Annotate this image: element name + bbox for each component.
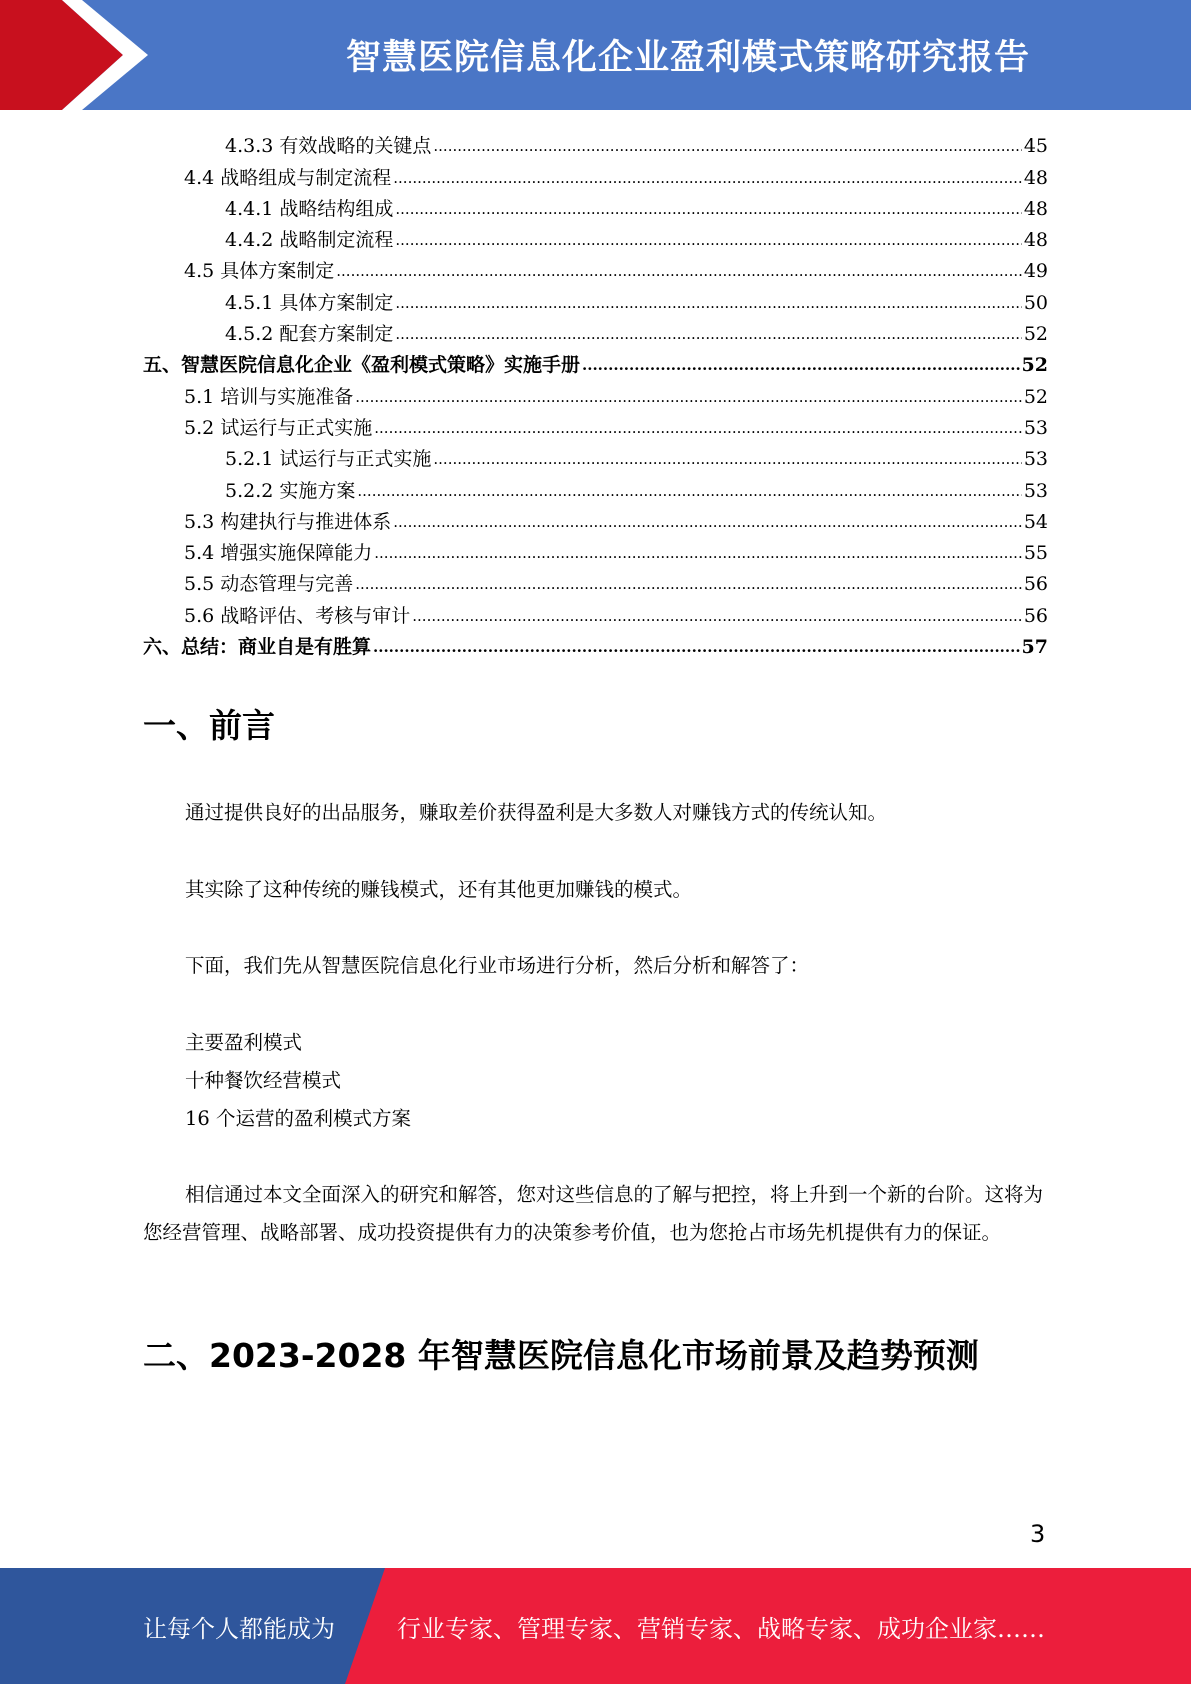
table-of-contents	[143, 128, 1048, 660]
toc-leader-dots	[395, 196, 1021, 222]
toc-entry[interactable]	[143, 504, 1048, 535]
toc-entry-page: 53	[1023, 416, 1048, 439]
toc-entry-title: 5.3 构建执行与推进体系	[184, 510, 392, 533]
toc-leader-dots	[373, 634, 1020, 660]
toc-entry[interactable]	[143, 472, 1048, 503]
toc-entry[interactable]	[143, 535, 1048, 566]
toc-leader-dots	[355, 384, 1022, 410]
list-item: 16 个运营的盈利模式方案	[185, 1107, 412, 1130]
toc-entry-title: 六、总结：商业自是有胜算	[143, 636, 372, 659]
toc-entry-page: 45	[1023, 135, 1048, 158]
toc-entry-page: 55	[1023, 542, 1048, 565]
toc-leader-dots	[433, 446, 1021, 472]
toc-entry-title: 4.3.3 有效战略的关键点	[225, 135, 432, 158]
toc-entry-title: 4.4 战略组成与制定流程	[184, 166, 392, 189]
toc-entry-title: 5.2 试运行与正式实施	[184, 416, 373, 439]
paragraph: 相信通过本文全面深入的研究和解答，您对这些信息的了解与把控，将上升到一个新的台阶。这将为您经营管理、战略部署、成功投资提供有力的决策参考价值，也为您抢占市场先机提供有力的保证。	[143, 1183, 1044, 1244]
toc-entry-title: 5.1 培训与实施准备	[184, 385, 354, 408]
toc-leader-dots	[393, 165, 1022, 191]
toc-entry[interactable]	[143, 378, 1048, 409]
toc-entry[interactable]	[143, 159, 1048, 190]
toc-entry-page: 53	[1023, 479, 1048, 502]
toc-entry-title: 五、智慧医院信息化企业《盈利模式策略》实施手册	[143, 354, 581, 377]
toc-entry-title: 5.2.2 实施方案	[225, 479, 356, 502]
list-item: 十种餐饮经营模式	[185, 1069, 342, 1092]
page-footer	[0, 1568, 1191, 1684]
toc-entry-page: 57	[1021, 636, 1048, 659]
toc-entry-page: 52	[1021, 354, 1048, 377]
paragraph: 通过提供良好的出品服务，赚取差价获得盈利是大多数人对赚钱方式的传统认知。	[185, 801, 888, 824]
toc-entry-title: 4.5.2 配套方案制定	[225, 323, 394, 346]
toc-entry[interactable]	[143, 284, 1048, 315]
paragraph: 其实除了这种传统的赚钱模式，还有其他更加赚钱的模式。	[185, 878, 693, 901]
toc-entry-page: 50	[1023, 291, 1048, 314]
footer-slogan-right: 行业专家、管理专家、营销专家、战略专家、成功企业家……	[397, 1614, 1045, 1643]
toc-leader-dots	[412, 603, 1022, 629]
toc-entry-page: 53	[1023, 448, 1048, 471]
toc-entry-title: 5.6 战略评估、考核与审计	[184, 604, 411, 627]
toc-entry-title: 4.5 具体方案制定	[184, 260, 335, 283]
toc-entry-title: 5.5 动态管理与完善	[184, 573, 354, 596]
footer-slogan-left: 让每个人都能成为	[143, 1614, 335, 1643]
toc-entry[interactable]	[143, 128, 1048, 159]
toc-entry-page: 52	[1023, 385, 1048, 408]
toc-leader-dots	[336, 258, 1022, 284]
page-header	[0, 0, 1191, 110]
toc-entry-page: 49	[1023, 260, 1048, 283]
toc-entry[interactable]	[143, 191, 1048, 222]
section-heading-preface: 一、前言	[143, 706, 275, 745]
toc-entry[interactable]	[143, 253, 1048, 284]
toc-entry[interactable]	[143, 597, 1048, 628]
section-heading-market-outlook: 二、2023-2028 年智慧医院信息化市场前景及趋势预测	[143, 1336, 979, 1375]
toc-entry-title: 5.4 增强实施保障能力	[184, 542, 373, 565]
header-arrow-decoration	[0, 0, 200, 110]
toc-entry-page: 48	[1023, 197, 1048, 220]
toc-entry[interactable]	[143, 410, 1048, 441]
toc-entry[interactable]	[143, 316, 1048, 347]
toc-entry-page: 48	[1023, 229, 1048, 252]
page-number: 3	[1030, 1520, 1046, 1548]
toc-entry-title: 4.4.1 战略结构组成	[225, 197, 394, 220]
toc-leader-dots	[395, 290, 1021, 316]
header-title: 智慧医院信息化企业盈利模式策略研究报告	[345, 38, 1030, 78]
toc-leader-dots	[582, 352, 1020, 378]
toc-leader-dots	[433, 133, 1021, 159]
toc-leader-dots	[355, 571, 1022, 597]
toc-entry[interactable]	[143, 629, 1048, 660]
toc-entry-title: 4.5.1 具体方案制定	[225, 291, 394, 314]
paragraph: 下面，我们先从智慧医院信息化行业市场进行分析，然后分析和解答了：	[185, 954, 810, 977]
toc-leader-dots	[395, 321, 1021, 347]
toc-leader-dots	[357, 478, 1021, 504]
toc-leader-dots	[374, 540, 1022, 566]
toc-entry-page: 52	[1023, 323, 1048, 346]
toc-entry-title: 4.4.2 战略制定流程	[225, 229, 394, 252]
toc-entry-page: 48	[1023, 166, 1048, 189]
toc-leader-dots	[374, 415, 1022, 441]
toc-entry-title: 5.2.1 试运行与正式实施	[225, 448, 432, 471]
toc-entry-page: 56	[1023, 573, 1048, 596]
toc-leader-dots	[393, 509, 1022, 535]
toc-entry-page: 54	[1023, 510, 1048, 533]
toc-entry[interactable]	[143, 441, 1048, 472]
toc-entry[interactable]	[143, 347, 1048, 378]
toc-entry-page: 56	[1023, 604, 1048, 627]
toc-entry[interactable]	[143, 222, 1048, 253]
toc-leader-dots	[395, 227, 1021, 253]
toc-entry[interactable]	[143, 566, 1048, 597]
list-item: 主要盈利模式	[185, 1031, 303, 1054]
